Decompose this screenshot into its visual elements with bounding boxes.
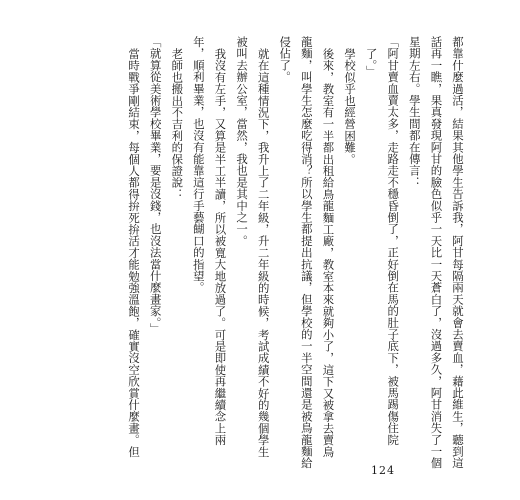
text-column-1: 都靠什麼過活，結果其他學生告訴我，阿甘每隔兩天就會去賣血，藉此維生，聽到這 bbox=[451, 36, 465, 469]
book-page-body bbox=[123, 36, 469, 469]
text-column-5: 了。」 bbox=[364, 48, 379, 78]
page-number: 124 bbox=[371, 464, 395, 477]
text-column-3: 星期左右。學生間都在傳言： bbox=[407, 36, 422, 189]
text-column-2: 話再一瞧，果真發現阿甘的臉色似乎一天比一天蒼白了，沒過多久，阿甘消失了一個 bbox=[429, 36, 444, 469]
text-column-15: 「就算從美術學校畢業，要是沒錢，也沒法當什麼畫家。」 bbox=[148, 36, 163, 335]
text-column-9: 侵佔了。 bbox=[278, 36, 293, 83]
text-column-12: 我沒有左手，又算是半工半讀，所以被寬大地放過了。可是即使再繼續念上兩 bbox=[213, 48, 228, 446]
text-column-8: 龍麵，叫學生怎麼吃得消？所以學生都提出抗議，但學校的一半空間還是被鳥龍麵給 bbox=[299, 36, 314, 469]
text-column-13: 年，順利畢業，也沒有能靠這行手藝餬口的指望。 bbox=[191, 36, 206, 294]
text-column-4: 「阿甘賣血賣太多，走路走不穩昏倒了，正好倒在馬的肚子底下，被馬踢傷住院 bbox=[386, 36, 401, 446]
text-column-10: 就在這種情況下，我升上了二年級，升二年級的時候，考試成績不好的幾個學生 bbox=[256, 48, 271, 458]
text-column-14: 老師也搬出不吉利的保證說： bbox=[170, 48, 185, 201]
text-column-16: 當時戰爭剛結束，每個人都得拚死拚活才能勉強溫飽，確實沒空欣賞什麼畫。但 bbox=[127, 48, 142, 458]
text-column-11: 被叫去辦公室，當然，我也是其中之一。 bbox=[235, 36, 250, 247]
text-column-6: 學校似乎也經營困難。 bbox=[343, 48, 358, 165]
text-column-7: 後來，教室有一半都出租給鳥龍麵工廠，教室本來就夠小了，這下又被拿去賣鳥 bbox=[321, 48, 336, 458]
